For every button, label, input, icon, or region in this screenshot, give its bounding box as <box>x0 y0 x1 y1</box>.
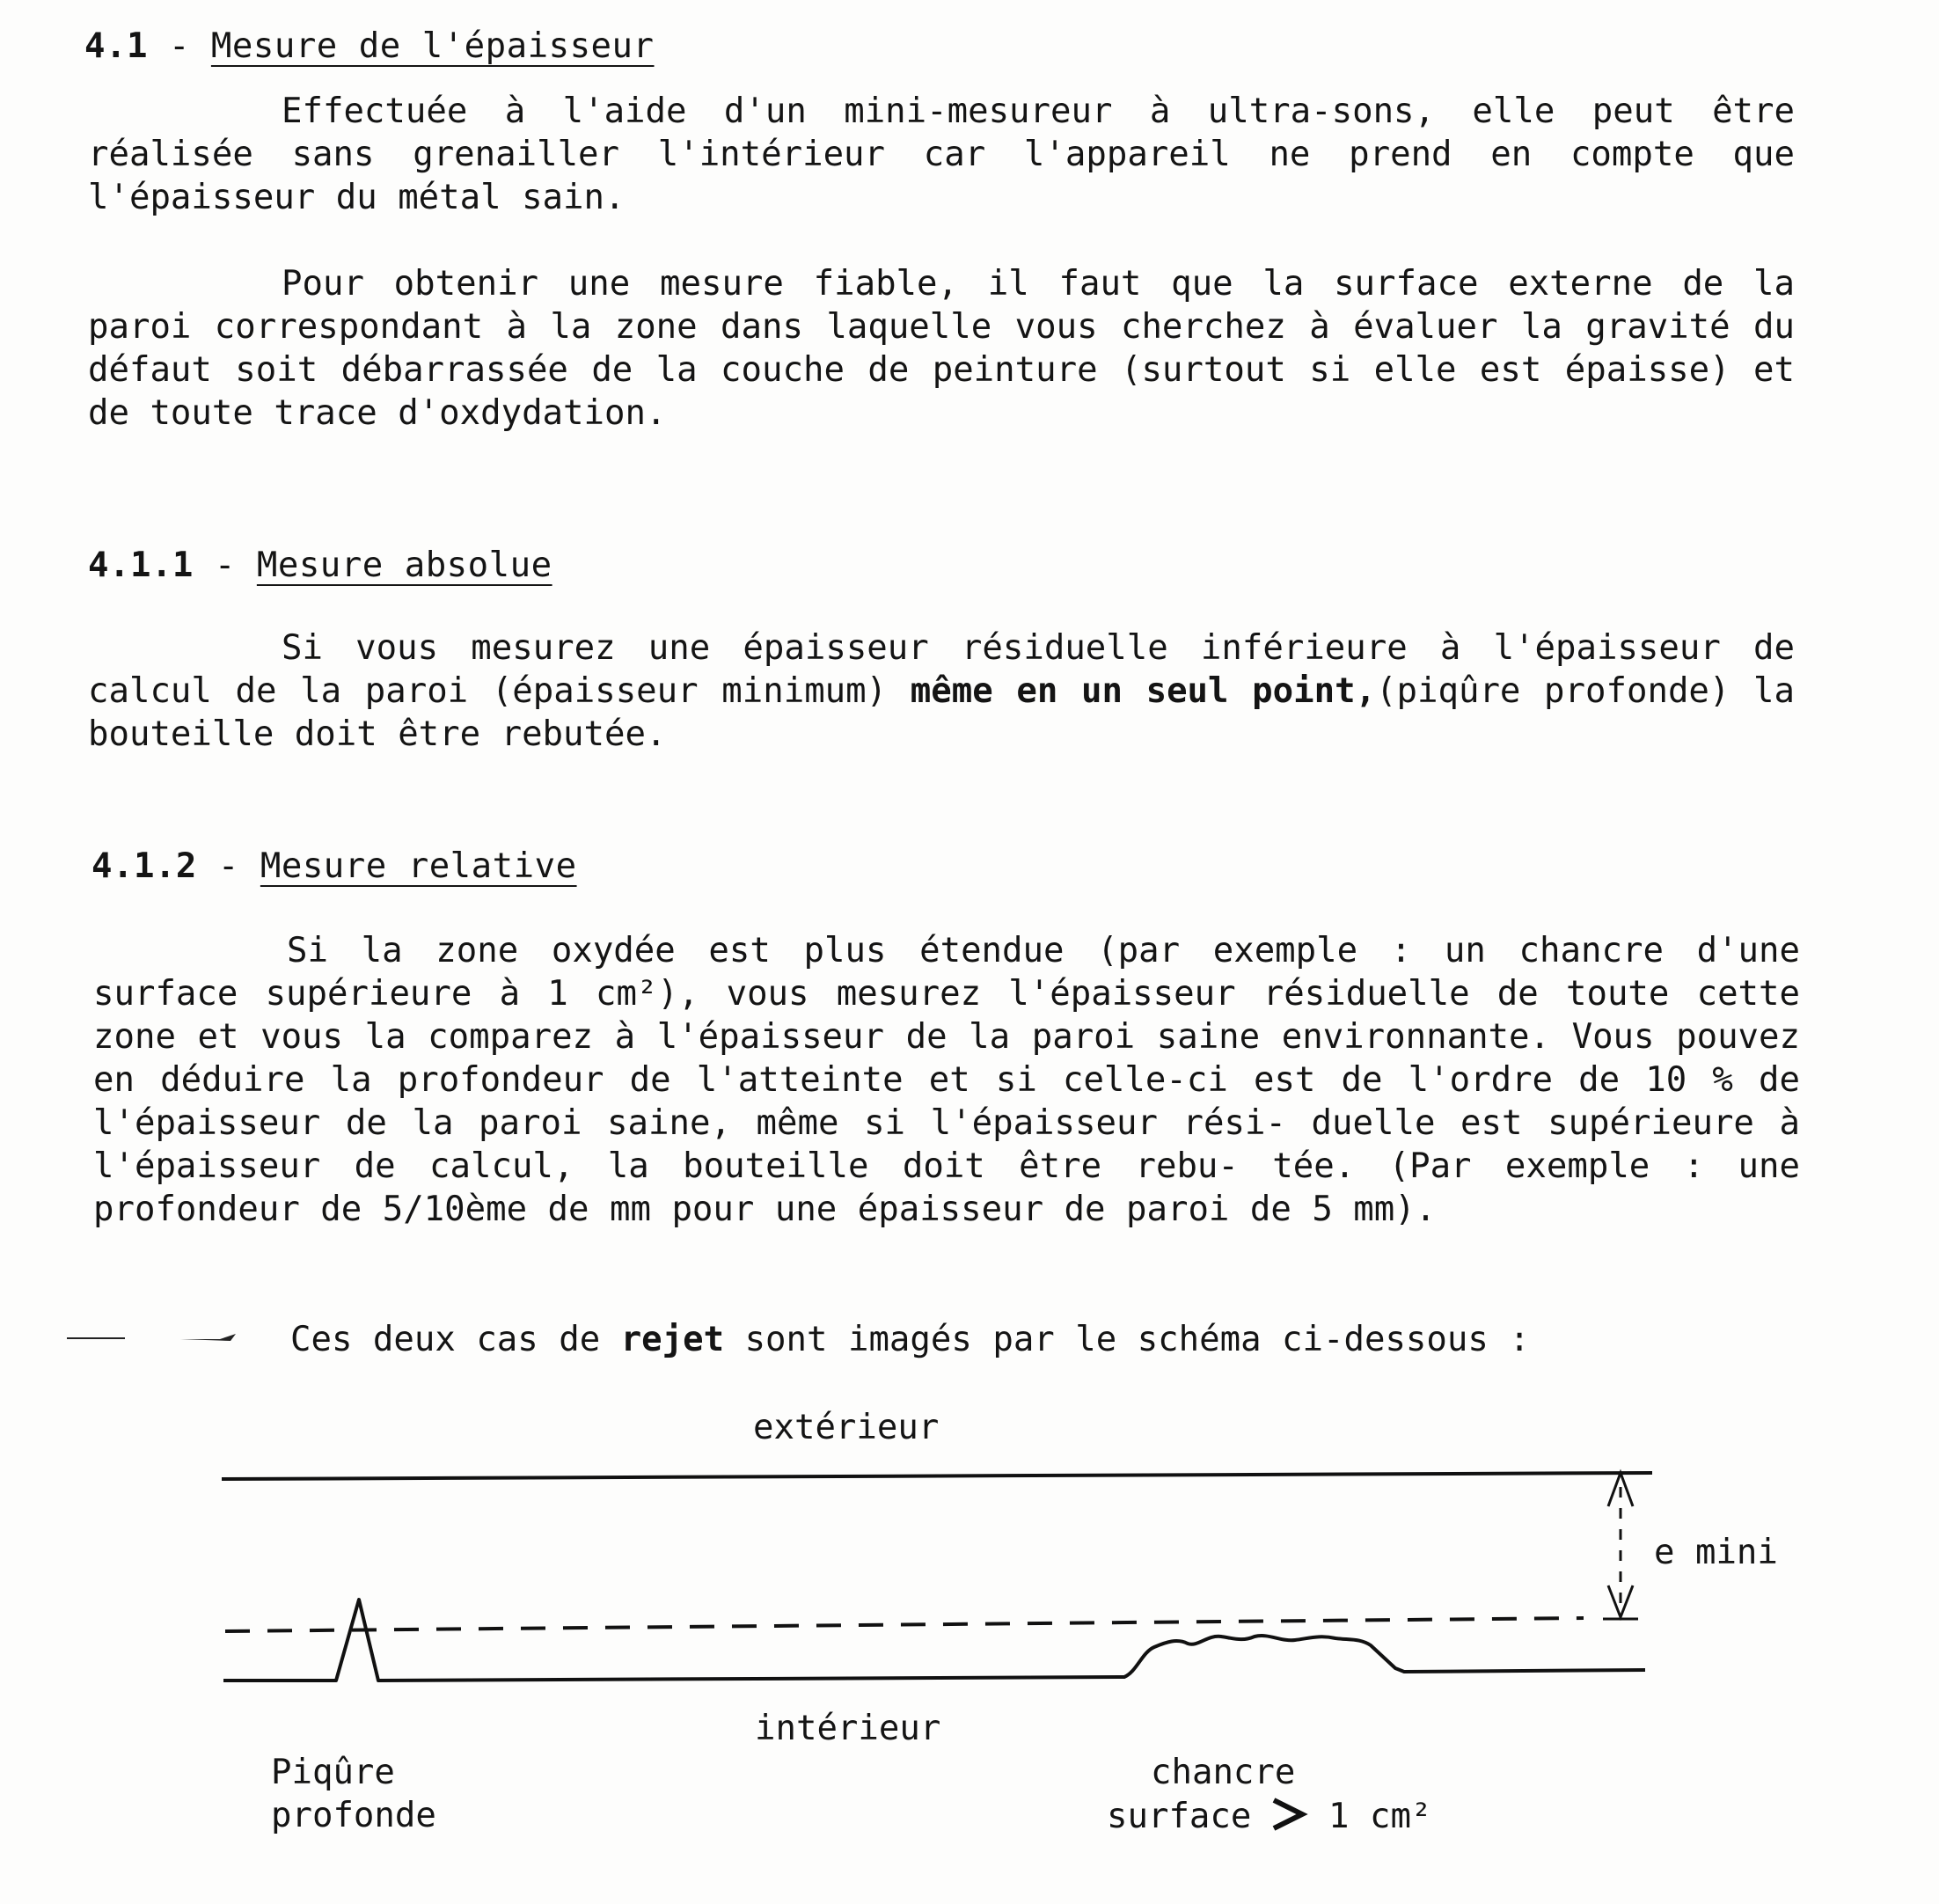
label-piqure-line1: Piqûre <box>271 1753 395 1792</box>
paragraph-3-text: Si vous mesurez une épaisseur résiduelle inférieure à l'épaisseur de calcul de la paroi (épaisseur minimum) <box>88 628 1795 711</box>
label-chancre-value: 1 cm² <box>1328 1797 1432 1836</box>
section-title: Mesure relative <box>260 846 577 886</box>
diagram-intro-emphasis: rejet <box>620 1320 725 1359</box>
label-e-mini: e mini <box>1654 1533 1778 1572</box>
section-title: Mesure absolue <box>256 546 552 585</box>
diagram-intro-text: Ces deux cas de <box>290 1320 621 1359</box>
paragraph-3-emphasis: même en un seul point, <box>910 671 1377 711</box>
paragraph-4-text: Si la zone oxydée est plus étendue (par exemple : un chancre d'une surface supérieure à 1 cm²), vous mesurez l'épaisseur résiduelle de toute cette zone et vous la comparez à l'épaisseur de la paroi saine environnante. Vous pouvez en déduire la profondeur de l'atteinte et si celle-ci est de l'ordre de 10 % de l'épaisseur de la paroi saine, même si l'épaisseur rési- duelle est supérieure à l'épaisseur de calcul, la bouteille doit être rebu- tée. (Par exemple : une profondeur de 5/10ème de mm pour une épaisseur de paroi de 5 mm). <box>93 931 1800 1229</box>
label-chancre-line2: surface <box>1107 1797 1252 1836</box>
minimum-thickness-dashed-line <box>225 1618 1584 1631</box>
outer-surface-line <box>222 1473 1652 1479</box>
section-number: 4.1 <box>84 26 148 66</box>
label-piqure-profonde <box>271 1751 436 1837</box>
section-number: 4.1.1 <box>88 546 194 585</box>
paragraph-1-text: Effectuée à l'aide d'un mini-mesureur à ultra-sons, elle peut être réalisée sans grenailler l'intérieur car l'appareil ne prend en compte que l'épaisseur du métal sain. <box>88 92 1795 217</box>
margin-mark-arrow <box>180 1334 236 1341</box>
label-exterieur: extérieur <box>753 1408 940 1447</box>
label-piqure-line2: profonde <box>271 1796 436 1835</box>
section-dash: - <box>217 846 239 886</box>
section-title: Mesure de l'épaisseur <box>210 26 655 66</box>
diagram-intro-text-end: sont imagés par le schéma ci-dessous : <box>724 1320 1530 1359</box>
greater-than-symbol <box>1274 1800 1302 1828</box>
inner-surface-line <box>223 1600 1645 1681</box>
label-interieur: intérieur <box>755 1709 941 1748</box>
section-number: 4.1.2 <box>91 846 197 886</box>
label-chancre-line1: chancre <box>1151 1753 1296 1792</box>
section-dash: - <box>168 26 190 66</box>
paragraph-3-text-end: (piqûre profonde) la bouteille doit être rebutée. <box>88 671 1795 754</box>
paragraph-2-text: Pour obtenir une mesure fiable, il faut que la surface externe de la paroi correspondant à la zone dans laquelle vous cherchez à évaluer la gravité du défaut soit débarrassée de la couche de peinture (surtout si elle est épaisse) et de toute trace d'oxdydation. <box>88 264 1795 433</box>
section-dash: - <box>214 546 236 585</box>
